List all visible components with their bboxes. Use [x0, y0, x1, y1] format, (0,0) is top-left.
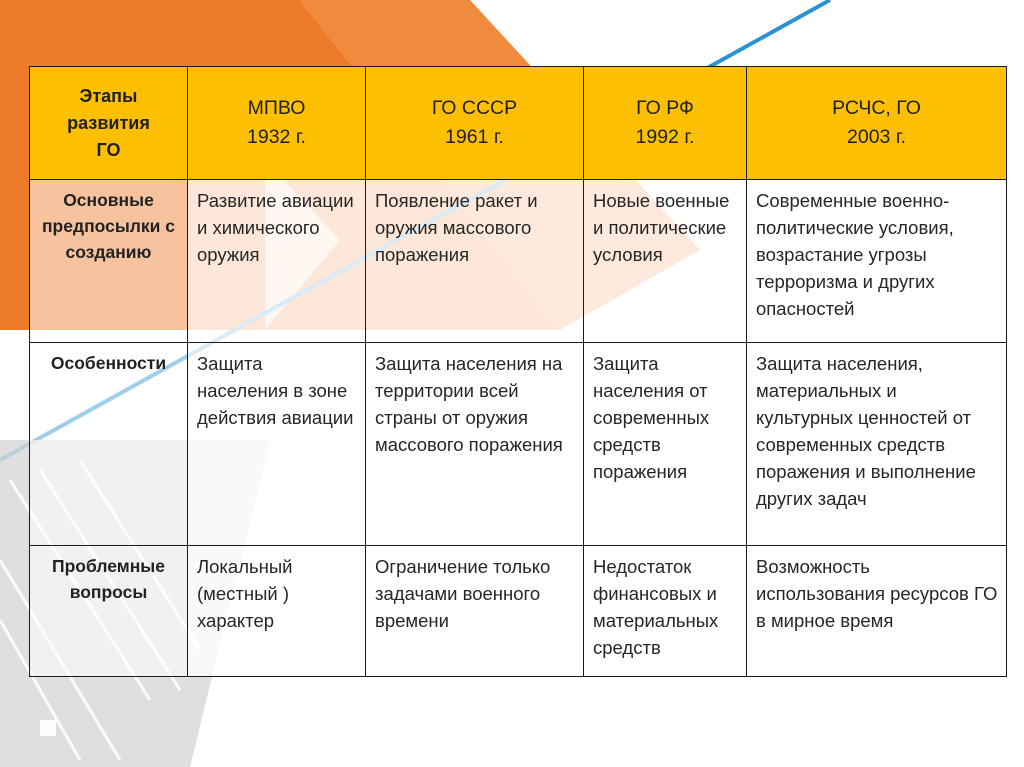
table-header-row: [30, 67, 1007, 180]
table-cell: Недостаток финансовых и материальных средств: [584, 546, 747, 677]
table-row-prerequisites: [30, 180, 1007, 343]
header-line: 2003 г.: [847, 126, 906, 148]
header-line: РСЧС, ГО: [832, 97, 921, 119]
table-cell: Локальный (местный ) характер: [188, 546, 366, 677]
table-cell: Появление ракет и оружия массового поражения: [366, 180, 584, 343]
header-line: ГО: [96, 139, 121, 160]
table-cell: Новые военные и политические условия: [584, 180, 747, 343]
table-cell: Развитие авиации и химического оружия: [188, 180, 366, 343]
header-line: развития: [67, 112, 150, 133]
table-row-features: [30, 343, 1007, 546]
table-cell: Защита населения на территории всей страны от оружия массового поражения: [366, 343, 584, 546]
cross-icon: [40, 720, 56, 736]
header-go-rf: [584, 67, 747, 180]
row-label: Особенности: [30, 343, 188, 546]
civil-defense-stages-table: [29, 66, 1007, 677]
header-go-ussr: [366, 67, 584, 180]
table-cell: Ограничение только задачами военного времени: [366, 546, 584, 677]
header-rschs-go: [747, 67, 1007, 180]
header-line: 1961 г.: [445, 126, 504, 148]
header-line: 1992 г.: [635, 126, 695, 148]
header-line: ГО СССР: [431, 97, 518, 119]
header-line: Этапы: [79, 85, 138, 106]
header-line: ГО РФ: [636, 97, 694, 119]
header-line: 1932 г.: [247, 126, 306, 148]
row-label: Проблемные вопросы: [30, 546, 188, 677]
header-mpvo: [188, 67, 366, 180]
comparison-table-container: [29, 66, 1006, 677]
row-label: Основные предпосылки с созданию: [30, 180, 188, 343]
header-stages: [30, 67, 188, 180]
table-cell: Защита населения от современных средств поражения: [584, 343, 747, 546]
table-cell: Современные военно-политические условия, возрастание угрозы терроризма и других опасностей: [747, 180, 1007, 343]
table-row-problems: [30, 546, 1007, 677]
table-cell: Возможность использования ресурсов ГО в мирное время: [747, 546, 1007, 677]
header-line: МПВО: [247, 97, 306, 119]
table-cell: Защита населения, материальных и культурных ценностей от современных средств поражения и выполнение других задач: [747, 343, 1007, 546]
table-cell: Защита населения в зоне действия авиации: [188, 343, 366, 546]
